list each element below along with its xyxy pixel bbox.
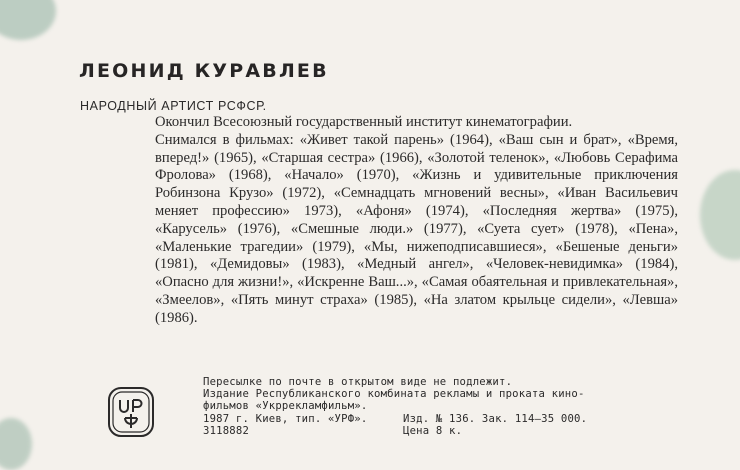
print-row [203,413,643,425]
catalog-code: 3118882 [203,424,250,437]
stain-right [700,170,740,260]
urf-publisher-logo [107,386,155,438]
bio-filmography: Снимался в фильмах: «Живет такой парень» (1964), «Ваш сын и брат», «Время, вперед!» (1965), «Старшая сестра» (1966), «Золотой теленок», «Любовь Серафима Фролова» (1968), «Начало» (1970), «Жизнь и удивительные приключения Робинзона Крузо» (1972), «Семнадцать мгновений весны», «Иван Васильевич меняет профессию» 1973), «Афоня» (1974), «Последняя жертва» (1975), «Карусель» (1976), «Смешные люди.» (1977), «Суета сует» (1978), «Пена», «Маленькие трагедии» (1979), «Мы, нижеподписавшиеся», «Бешеные деньги» (1981), «Демидовы» (1983), «Медный ангел», «Человек-невидимка» (1984), «Опасно для жизни!», «Искренне Ваш...», «Самая обаятельная и привлекательная», «Змеелов», «Пять минут страха» (1985), «На златом крыльце сидели», «Левша» (1986). [155,131,678,326]
print-year-city: 1987 г. Киев, тип. «УРФ». [203,412,368,425]
publisher-info [203,376,643,437]
price: Цена 8 к. [403,424,463,437]
stain-top-left [0,0,56,40]
bio-education: Окончил Всесоюзный государственный институт кинематографии. [155,114,573,130]
actor-title: НАРОДНЫЙ АРТИСТ РСФСР. [80,99,267,113]
publisher-line: Издание Республиканского комбината рекламы и проката кино- [203,388,585,401]
biography [155,114,678,328]
actor-name: ЛЕОНИД КУРАВЛЕВ [79,60,329,82]
order-info: Изд. № 136. Зак. 114—35 000. [403,412,588,425]
price-row [203,425,643,437]
stain-bottom-left [0,418,32,470]
mailing-note: Пересылке по почте в открытом виде не подлежит. [203,376,513,388]
publisher-line-cont: фильмов «Укррекламфильм». [203,400,368,413]
